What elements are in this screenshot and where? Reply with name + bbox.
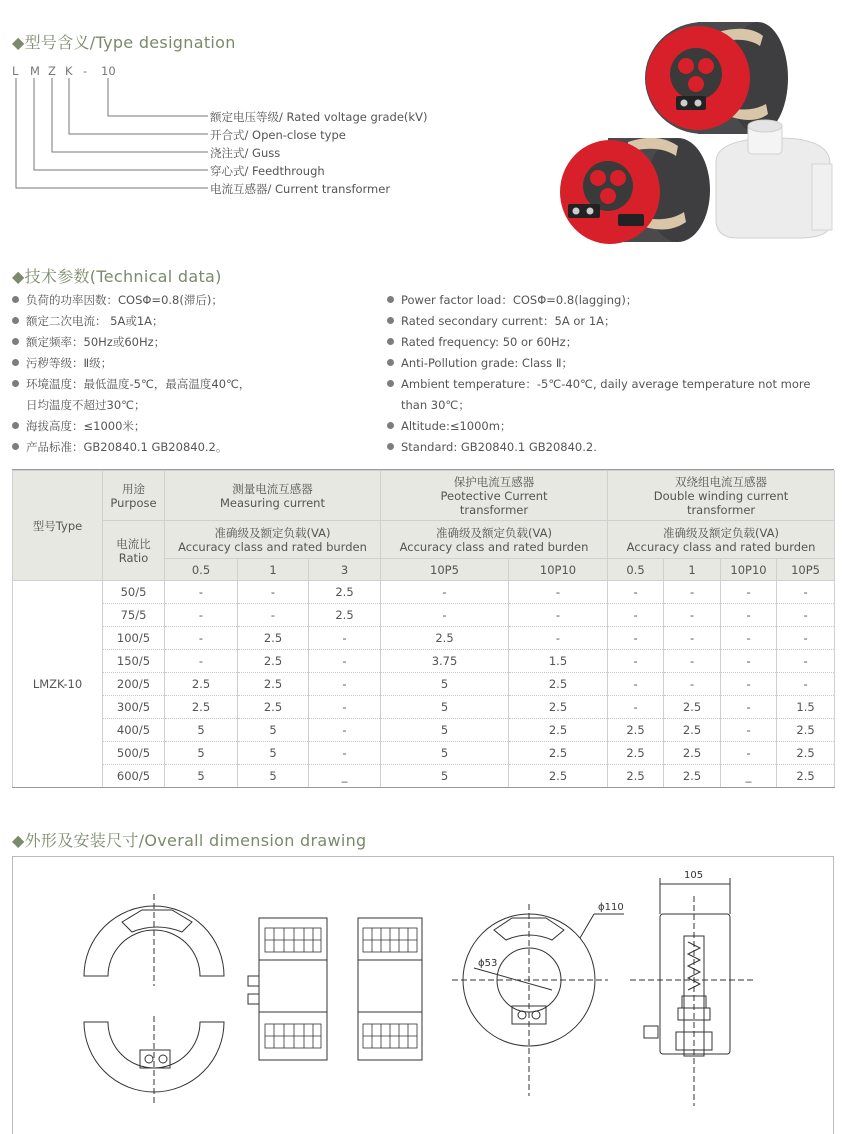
value-cell: - [777, 673, 835, 696]
value-cell: 5 [381, 673, 509, 696]
tech-item-en: Altitude:≤1000m； [387, 416, 810, 437]
value-cell: 2.5 [238, 696, 309, 719]
tech-item-cn: 污秽等级：Ⅱ级； [12, 353, 250, 374]
value-cell: - [309, 650, 381, 673]
value-cell: _ [309, 765, 381, 788]
table-row [13, 719, 835, 742]
value-cell: - [509, 604, 608, 627]
value-cell: - [165, 581, 238, 604]
value-cell: - [309, 742, 381, 765]
accuracy-header-double: 准确级及额定负载(VA) Accuracy class and rated burden [608, 521, 835, 559]
value-cell: _ [721, 765, 777, 788]
value-cell: 5 [238, 765, 309, 788]
tech-item-cn: 环境温度：最低温度-5℃，最高温度40℃， [12, 374, 250, 395]
value-cell: - [165, 650, 238, 673]
code-letter-m: M [30, 64, 40, 78]
dimension-drawing [12, 856, 834, 1134]
bullet-icon [12, 296, 19, 303]
value-cell: 2.5 [309, 581, 381, 604]
value-cell: 5 [165, 765, 238, 788]
value-cell: 2.5 [509, 765, 608, 788]
value-cell: 2.5 [664, 696, 721, 719]
side-view-a [248, 918, 327, 1060]
value-cell: - [509, 581, 608, 604]
value-cell: - [608, 650, 664, 673]
code-letter-z: Z [48, 64, 56, 78]
value-cell: - [721, 719, 777, 742]
accuracy-header-measuring: 准确级及额定负载(VA) Accuracy class and rated burden [165, 521, 381, 559]
value-cell: - [664, 604, 721, 627]
dim-label-105: 105 [684, 870, 704, 881]
bullet-icon [12, 380, 19, 387]
type-header: 型号Type [13, 471, 103, 581]
tech-item-en: Rated secondary current：5A or 1A； [387, 311, 810, 332]
table-row [13, 742, 835, 765]
value-cell: 5 [165, 742, 238, 765]
legend-current-transformer: 电流互感器/ Current transformer [210, 182, 391, 196]
legend-open-close: 开合式/ Open-close type [210, 128, 346, 142]
bullet-icon [12, 359, 19, 366]
value-cell: 3.75 [381, 650, 509, 673]
spec-table [12, 470, 835, 788]
ratio-cell: 50/5 [103, 581, 165, 604]
double-winding-group-header: 双绕组电流互感器 Double winding current transformer [608, 471, 835, 521]
tech-item-cn: 产品标准：GB20840.1 GB20840.2。 [12, 437, 250, 458]
table-row [13, 650, 835, 673]
model-cell: LMZK-10 [13, 581, 103, 788]
value-cell: - [238, 604, 309, 627]
sub-header: 0.5 [608, 559, 664, 581]
ratio-cell: 600/5 [103, 765, 165, 788]
protective-group-header: 保护电流互感器 Peotective Current transformer [381, 471, 608, 521]
tech-item-cn: 额定二次电流： 5A或1A； [12, 311, 250, 332]
value-cell: 2.5 [777, 765, 835, 788]
value-cell: - [721, 604, 777, 627]
code-letter-10: 10 [101, 64, 116, 78]
ratio-cell: 300/5 [103, 696, 165, 719]
dim-label-phi53: ϕ53 [478, 958, 498, 969]
value-cell: - [777, 627, 835, 650]
profile-view [630, 878, 754, 1106]
value-cell: 2.5 [509, 696, 608, 719]
value-cell: - [721, 673, 777, 696]
value-cell: - [777, 604, 835, 627]
sub-header: 10P10 [509, 559, 608, 581]
sub-header: 10P5 [381, 559, 509, 581]
tech-item-en: Rated frequency: 50 or 60Hz； [387, 332, 810, 353]
measuring-group-header: 测量电流互感器 Measuring current [165, 471, 381, 521]
value-cell: 5 [238, 719, 309, 742]
value-cell: 5 [381, 765, 509, 788]
sub-header: 3 [309, 559, 381, 581]
bullet-icon [387, 380, 394, 387]
value-cell: 2.5 [309, 604, 381, 627]
value-cell: 2.5 [509, 673, 608, 696]
tech-item-en: Standard: GB20840.1 GB20840.2. [387, 437, 810, 458]
table-body [13, 581, 835, 788]
sub-header: 1 [238, 559, 309, 581]
ratio-cell: 100/5 [103, 627, 165, 650]
value-cell: - [608, 604, 664, 627]
tech-item-en: Power factor load：COSΦ=0.8(lagging)； [387, 290, 810, 311]
dim-label-phi110: ϕ110 [598, 902, 624, 913]
tech-item-cn: 负荷的功率因数：COSΦ=0.8(滞后)； [12, 290, 250, 311]
tech-list-en [387, 290, 810, 458]
value-cell: 5 [381, 719, 509, 742]
value-cell: 1.5 [509, 650, 608, 673]
value-cell: 1.5 [777, 696, 835, 719]
value-cell: - [777, 581, 835, 604]
value-cell: - [721, 742, 777, 765]
code-connector-lines [12, 64, 212, 204]
table-row [13, 627, 835, 650]
value-cell: - [721, 650, 777, 673]
tech-item-cn: 海拔高度：≤1000米； [12, 416, 250, 437]
technical-data-title: ◆技术参数(Technical data) [12, 267, 222, 286]
table-row [13, 696, 835, 719]
value-cell: - [721, 696, 777, 719]
sub-header: 10P5 [777, 559, 835, 581]
value-cell: - [381, 604, 509, 627]
value-cell: 2.5 [608, 719, 664, 742]
value-cell: 2.5 [664, 742, 721, 765]
value-cell: 2.5 [238, 650, 309, 673]
transformer-front [560, 138, 710, 244]
value-cell: - [608, 696, 664, 719]
value-cell: 2.5 [777, 742, 835, 765]
table-row [13, 765, 835, 788]
front-ring-view [452, 904, 624, 1096]
value-cell: 2.5 [608, 742, 664, 765]
purpose-header: 用途 Purpose [103, 471, 165, 521]
type-designation-title: ◆型号含义/Type designation [12, 33, 236, 52]
value-cell: - [309, 696, 381, 719]
value-cell: - [777, 650, 835, 673]
bullet-icon [12, 443, 19, 450]
product-photo [548, 14, 838, 250]
value-cell: 2.5 [165, 673, 238, 696]
code-letter-k: K [65, 64, 73, 78]
value-cell: 2.5 [664, 765, 721, 788]
value-cell: - [309, 719, 381, 742]
value-cell: 5 [381, 742, 509, 765]
ratio-cell: 400/5 [103, 719, 165, 742]
value-cell: - [309, 673, 381, 696]
value-cell: - [309, 627, 381, 650]
value-cell: - [664, 627, 721, 650]
value-cell: 2.5 [238, 673, 309, 696]
bullet-icon [387, 338, 394, 345]
sub-header: 10P10 [721, 559, 777, 581]
tech-item-en-cont: than 30℃； [401, 398, 470, 412]
ratio-header: 电流比 Ratio [103, 521, 165, 581]
value-cell: - [664, 581, 721, 604]
accuracy-header-protective: 准确级及额定负载(VA) Accuracy class and rated burden [381, 521, 608, 559]
legend-rated-voltage: 额定电压等级/ Rated voltage grade(kV) [210, 110, 428, 124]
sub-header: 1 [664, 559, 721, 581]
tech-list-cn [12, 290, 250, 458]
value-cell: 2.5 [381, 627, 509, 650]
dimension-drawing-title: ◆外形及安装尺寸/Overall dimension drawing [12, 831, 367, 850]
tech-item-en: Anti-Pollution grade: Class Ⅱ； [387, 353, 810, 374]
ratio-cell: 150/5 [103, 650, 165, 673]
value-cell: - [608, 673, 664, 696]
value-cell: 2.5 [509, 719, 608, 742]
value-cell: - [165, 627, 238, 650]
value-cell: - [608, 627, 664, 650]
table-row [13, 604, 835, 627]
bullet-icon [387, 359, 394, 366]
legend-guss: 浇注式/ Guss [210, 146, 281, 160]
value-cell: - [664, 673, 721, 696]
value-cell: - [721, 581, 777, 604]
ratio-cell: 500/5 [103, 742, 165, 765]
table-row [13, 673, 835, 696]
tech-item-en: Ambient temperature：-5℃-40℃, daily average temperature not more [387, 374, 810, 395]
table-row [13, 581, 835, 604]
code-letter-dash: - [83, 64, 88, 78]
value-cell: - [608, 581, 664, 604]
split-ring-lower [84, 1016, 224, 1106]
value-cell: 5 [238, 742, 309, 765]
value-cell: 2.5 [777, 719, 835, 742]
bullet-icon [12, 338, 19, 345]
tech-item-cn: 额定频率：50Hz或60Hz； [12, 332, 250, 353]
value-cell: 2.5 [664, 719, 721, 742]
value-cell: 2.5 [509, 742, 608, 765]
split-ring-upper [84, 894, 224, 986]
ratio-cell: 75/5 [103, 604, 165, 627]
value-cell: - [509, 627, 608, 650]
tech-item-cn-cont: 日均温度不超过30℃； [26, 398, 146, 412]
type-code-diagram [12, 64, 472, 204]
value-cell: - [238, 581, 309, 604]
value-cell: - [165, 604, 238, 627]
value-cell: 5 [381, 696, 509, 719]
sub-header: 0.5 [165, 559, 238, 581]
value-cell: 2.5 [608, 765, 664, 788]
bullet-icon [387, 317, 394, 324]
bullet-icon [387, 296, 394, 303]
side-view-b [358, 918, 422, 1060]
value-cell: 5 [165, 719, 238, 742]
bullet-icon [12, 317, 19, 324]
ratio-cell: 200/5 [103, 673, 165, 696]
value-cell: - [664, 650, 721, 673]
value-cell: - [721, 627, 777, 650]
transformer-top [645, 22, 788, 134]
white-cover [716, 120, 832, 238]
legend-feedthrough: 穿心式/ Feedthrough [210, 164, 325, 178]
value-cell: 2.5 [165, 696, 238, 719]
bullet-icon [387, 422, 394, 429]
bullet-icon [12, 422, 19, 429]
code-letter-l: L [12, 64, 19, 78]
bullet-icon [387, 443, 394, 450]
value-cell: 2.5 [238, 627, 309, 650]
value-cell: - [381, 581, 509, 604]
